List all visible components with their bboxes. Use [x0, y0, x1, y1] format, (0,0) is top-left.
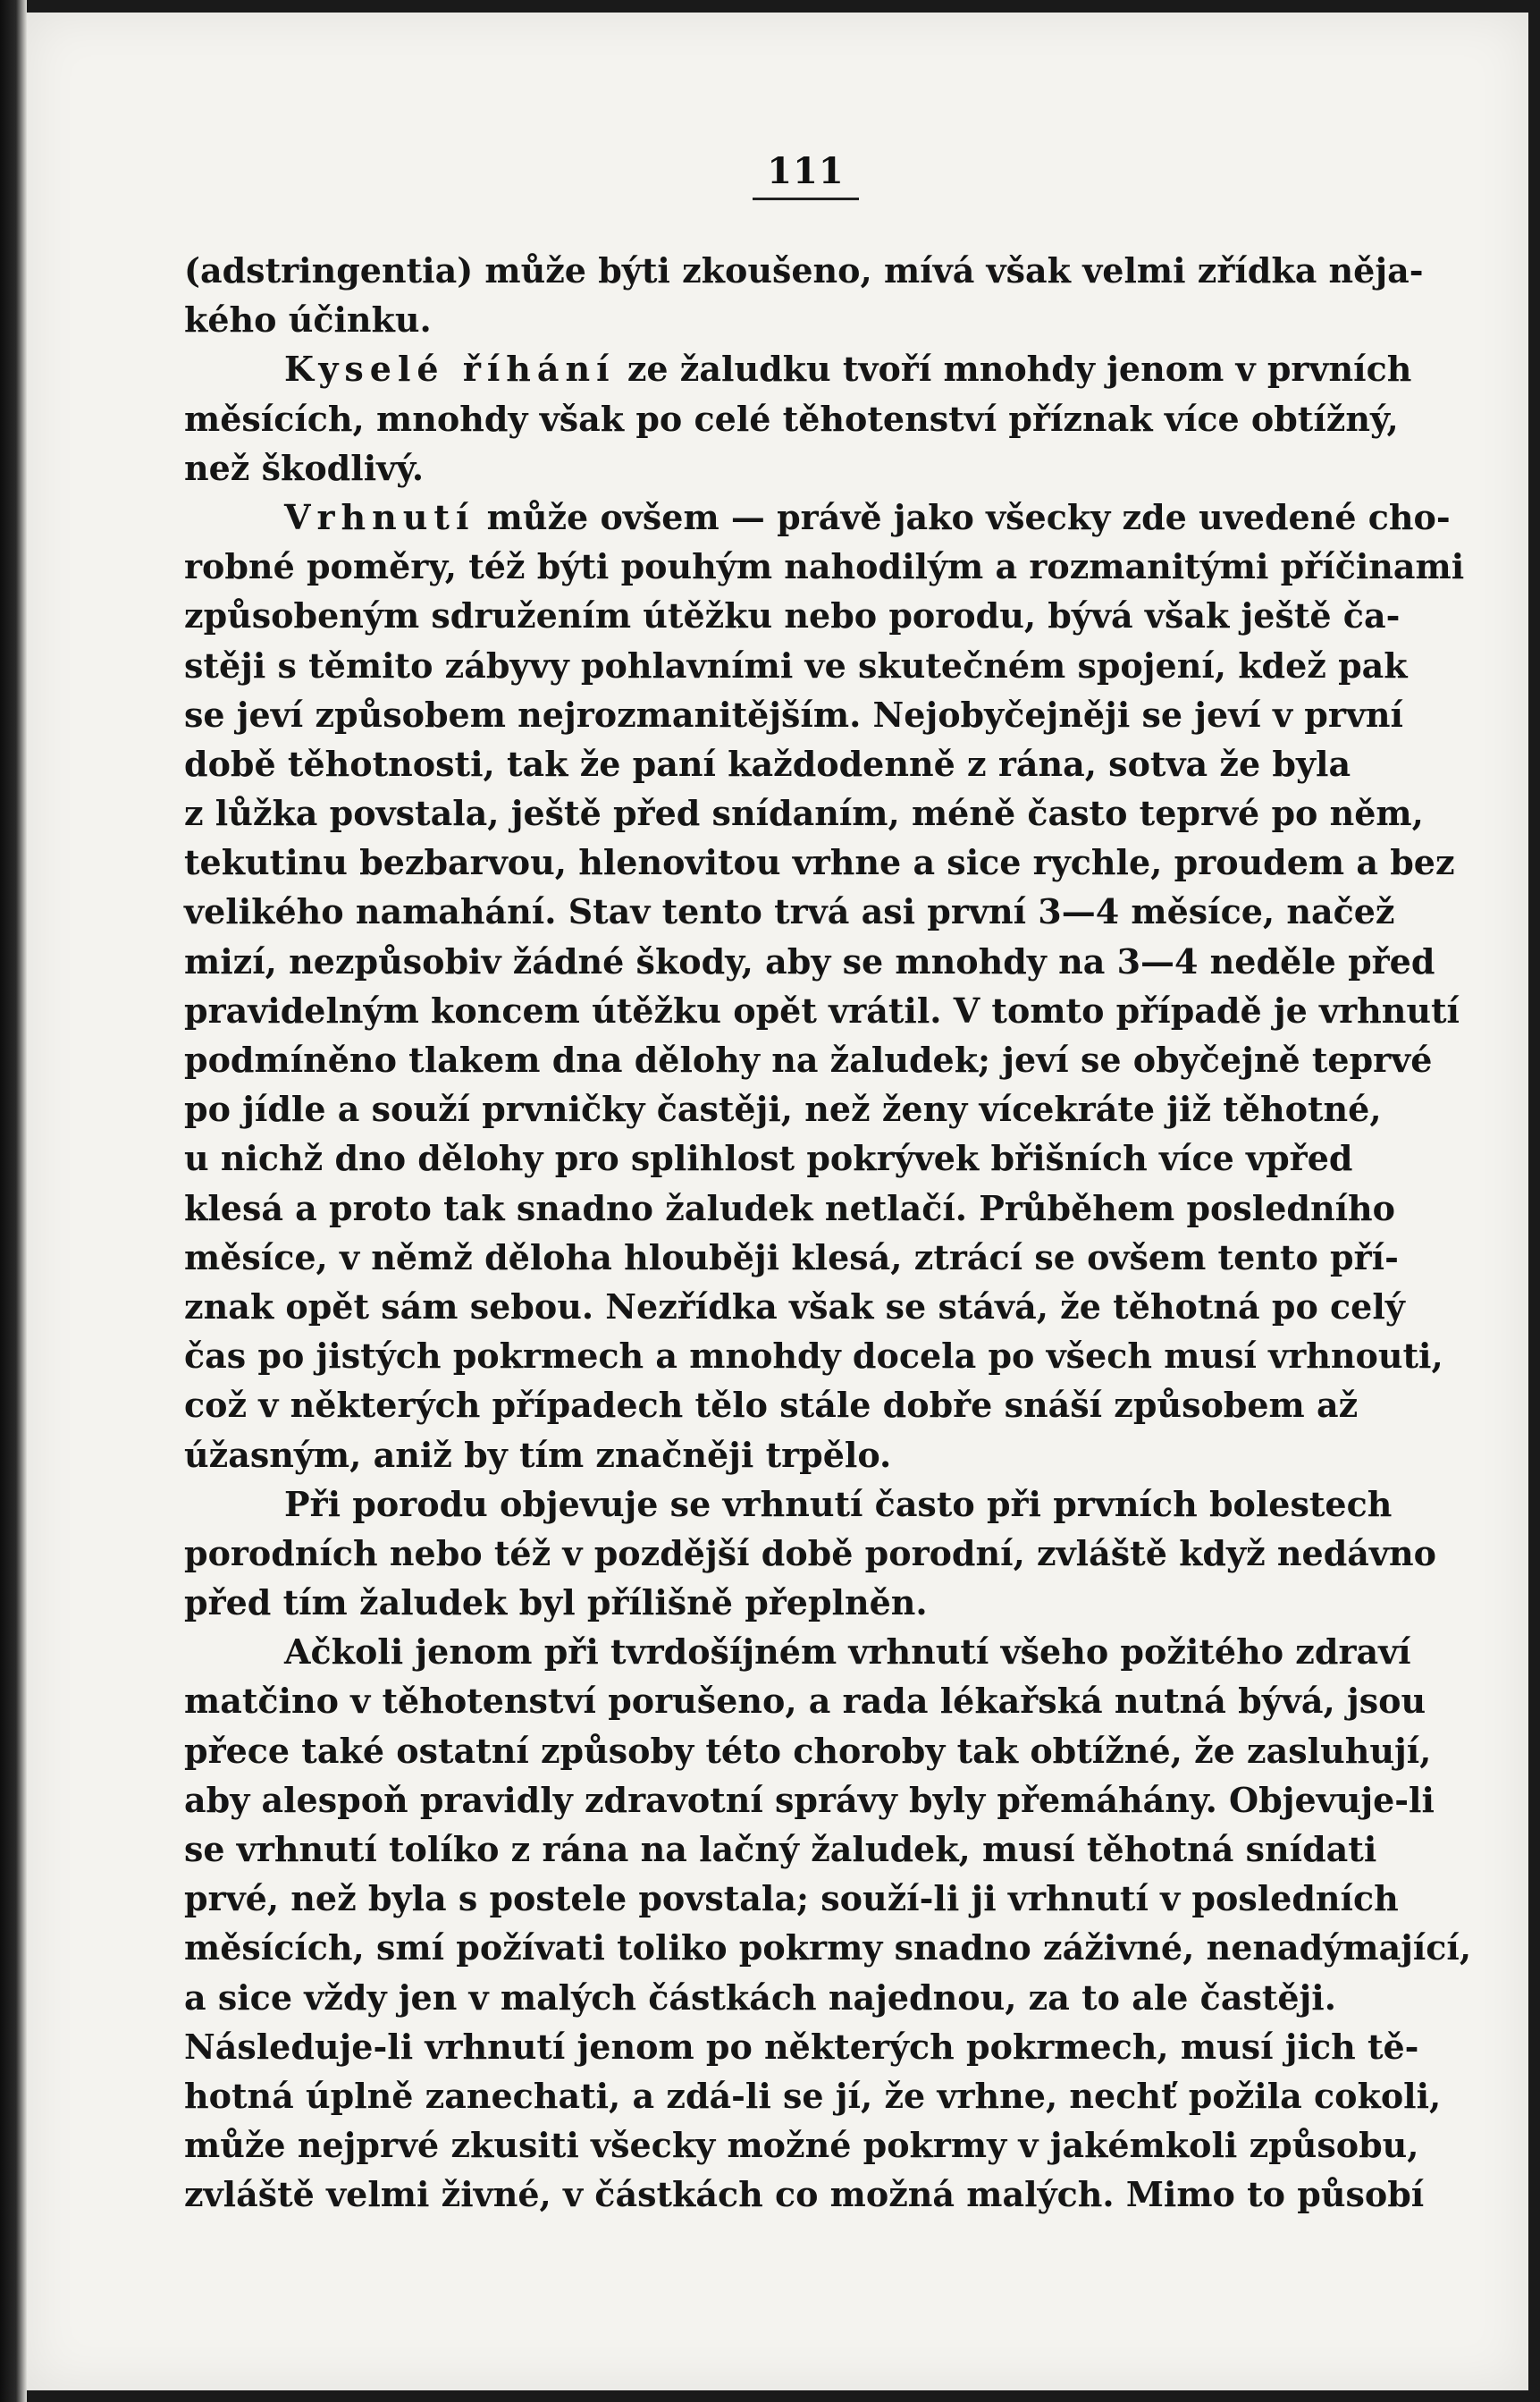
text-line: znak opět sám sebou. Nezřídka však se stává, že těhotná po celý	[184, 1285, 1405, 1327]
text-line-rest: může ovšem — právě jako všecky zde uvedené cho-	[475, 496, 1451, 537]
text-line: aby alespoň pravidly zdravotní správy byly přemáhány. Objevuje-li	[184, 1779, 1435, 1820]
text-line: Ačkoli jenom při tvrdošíjném vrhnutí všeho požitého zdraví	[284, 1631, 1411, 1673]
text-line: což v některých případech tělo stále dobře snáší způsobem až	[184, 1385, 1359, 1426]
text-line: u nichž dno dělohy pro splihlost pokrývek břišních více vpřed	[184, 1138, 1353, 1179]
body-text	[184, 246, 1472, 2220]
text-line	[184, 493, 1451, 542]
text-line: zvláště velmi živné, v částkách co možná malých. Mimo to působí	[184, 2174, 1425, 2215]
text-line: přece také ostatní způsoby této choroby tak obtížné, že zasluhují,	[184, 1730, 1432, 1771]
emphasized-term: Vrhnutí	[284, 496, 475, 537]
text-line: matčino v těhotenství porušeno, a rada lékařská nutná bývá, jsou	[184, 1681, 1426, 1722]
text-line: měsíce, v němž děloha hlouběji klesá, ztrácí se ovšem tento pří-	[184, 1236, 1399, 1277]
text-line: měsících, mnohdy však po celé těhotenství příznak více obtížný,	[184, 398, 1399, 439]
text-line: velikého namahání. Stav tento trvá asi první 3—4 měsíce, načež	[184, 891, 1395, 932]
text-line: klesá a proto tak snadno žaludek netlačí. Průběhem posledního	[184, 1187, 1396, 1228]
text-line: prvé, než byla s postele povstala; souží-li ji vrhnutí v posledních	[184, 1878, 1399, 1919]
text-line: po jídle a souží prvničky častěji, než ženy vícekráte již těhotné,	[184, 1089, 1382, 1130]
text-line: Při porodu objevuje se vrhnutí často při prvních bolestech	[284, 1483, 1393, 1524]
text-line: robné poměry, též býti pouhým nahodilým a rozmanitými příčinami	[184, 546, 1465, 587]
page-number-text: 111	[753, 150, 859, 200]
text-line: Následuje-li vrhnutí jenom po některých pokrmech, musí jich tě-	[184, 2026, 1419, 2067]
text-line: měsících, smí požívati toliko pokrmy snadno záživné, nenadýmající,	[184, 1927, 1472, 1968]
text-line	[184, 344, 1412, 393]
text-line: stěji s těmito zábyvy pohlavními ve skutečném spojení, kdež pak	[184, 645, 1408, 686]
text-line: způsobeným sdružením útěžku nebo porodu, bývá však ještě ča-	[184, 595, 1401, 636]
text-line: před tím žaludek byl přílišně přeplněn.	[184, 1582, 928, 1623]
text-line: se jeví způsobem nejrozmanitějším. Nejobyčejněji se jeví v první	[184, 694, 1403, 735]
text-line: (adstringentia) může býti zkoušeno, mívá však velmi zřídka něja-	[184, 250, 1424, 291]
text-line: a sice vždy jen v malých částkách najednou, za to ale častěji.	[184, 1976, 1336, 2018]
text-line: pravidelným koncem útěžku opět vrátil. V tomto případě je vrhnutí	[184, 990, 1460, 1031]
text-line: než škodlivý.	[184, 447, 425, 488]
text-line: může nejprvé zkusiti všecky možné pokrmy v jakémkoli způsobu,	[184, 2125, 1419, 2166]
text-line: hotná úplně zanechati, a zdá-li se jí, že vrhne, nechť požila cokoli,	[184, 2075, 1442, 2116]
page-number	[0, 150, 1540, 200]
page-edge-shadow	[0, 0, 27, 2402]
text-line: se vrhnutí tolíko z rána na lačný žaludek, musí těhotná snídati	[184, 1829, 1377, 1869]
text-line: mizí, nezpůsobiv žádné škody, aby se mnohdy na 3—4 neděle před	[184, 940, 1435, 982]
text-line: čas po jistých pokrmech a mnohdy docela po všech musí vrhnouti,	[184, 1336, 1443, 1377]
text-line: úžasným, aniž by tím značněji trpělo.	[184, 1434, 892, 1475]
emphasized-term: Kyselé říhání	[284, 349, 616, 390]
text-line: podmíněno tlakem dna dělohy na žaludek; jeví se obyčejně teprvé	[184, 1040, 1433, 1080]
text-line: z lůžka povstala, ještě před snídaním, méně často teprvé po něm,	[184, 793, 1424, 834]
text-line-rest: ze žaludku tvoří mnohdy jenom v prvních	[615, 349, 1412, 390]
text-line: porodních nebo též v pozdější době porodní, zvláště když nedávno	[184, 1532, 1436, 1573]
text-line: době těhotnosti, tak že paní každodenně z rána, sotva že byla	[184, 743, 1351, 784]
text-line: tekutinu bezbarvou, hlenovitou vrhne a sice rychle, proudem a bez	[184, 842, 1455, 883]
text-line: kého účinku.	[184, 299, 432, 341]
